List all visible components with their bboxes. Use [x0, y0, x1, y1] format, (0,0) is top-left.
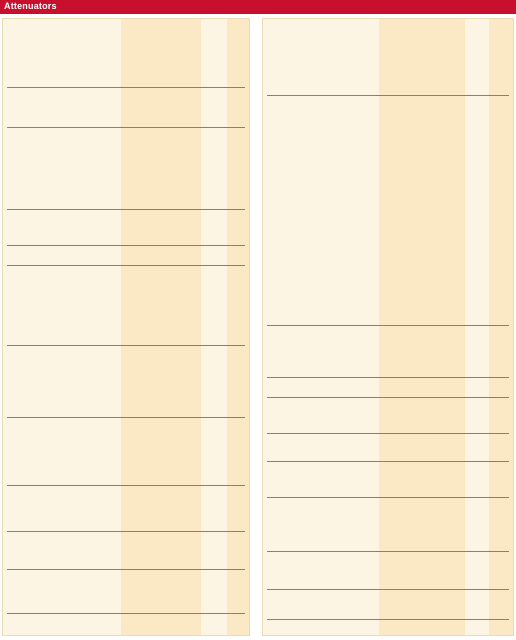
col-shade-d [227, 19, 250, 635]
row-divider [267, 325, 509, 326]
row-divider [267, 461, 509, 462]
right-table-header [263, 19, 513, 85]
row-divider [267, 619, 509, 620]
row-divider [267, 497, 509, 498]
row-divider [7, 531, 245, 532]
row-divider [7, 245, 245, 246]
col-shade-b [379, 19, 465, 635]
row-divider [7, 613, 245, 614]
header-divider [267, 95, 509, 96]
row-divider [267, 551, 509, 552]
right-table-panel [262, 18, 514, 636]
col-shade-d [489, 19, 514, 635]
row-divider [7, 209, 245, 210]
row-divider [267, 433, 509, 434]
row-divider [7, 345, 245, 346]
row-divider [7, 417, 245, 418]
left-table-header [3, 19, 249, 85]
row-divider [7, 127, 245, 128]
header-divider [7, 87, 245, 88]
row-divider [7, 569, 245, 570]
section-title: Attenuators [4, 1, 57, 11]
left-table-panel [2, 18, 250, 636]
row-divider [7, 265, 245, 266]
section-header-bar [0, 0, 516, 14]
col-shade-b [121, 19, 201, 635]
row-divider [7, 485, 245, 486]
row-divider [267, 377, 509, 378]
row-divider [267, 589, 509, 590]
row-divider [267, 397, 509, 398]
